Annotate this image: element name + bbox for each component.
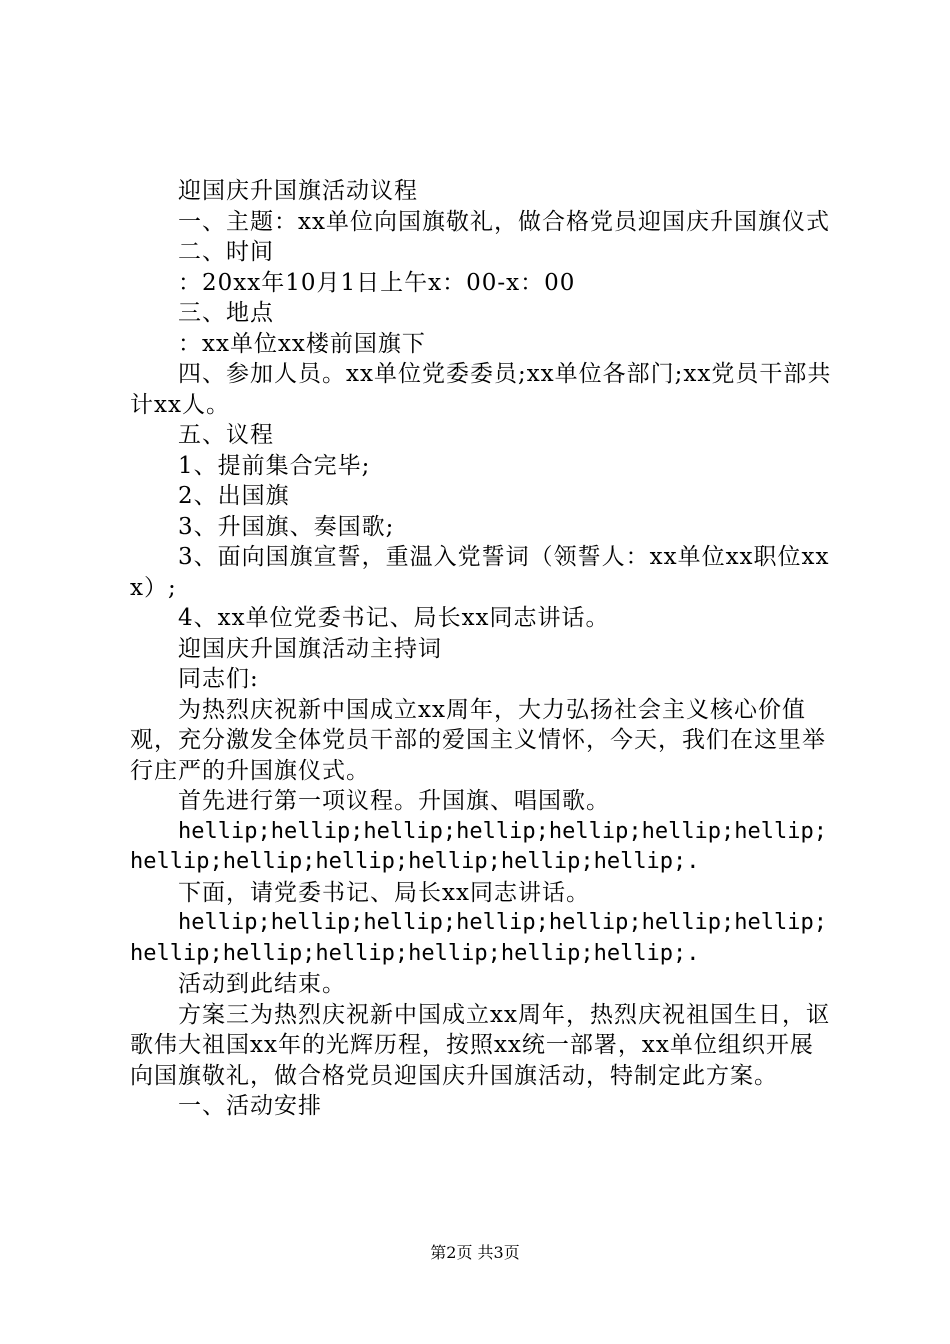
opening-paragraph: 为热烈庆祝新中国成立xx周年，大力弘扬社会主义核心价值观，充分激发全体党员干部的爱国主义情怀，今天，我们在这里举行庄严的升国旗仪式。 [130, 696, 826, 784]
time-heading: 二、时间 [178, 239, 274, 265]
activity-arrangement-heading: 一、活动安排 [178, 1093, 322, 1119]
agenda-item-4: 4、xx单位党委书记、局长xx同志讲话。 [178, 605, 610, 631]
location-value: ：xx单位xx楼前国旗下 [178, 330, 426, 357]
speech-invite: 下面，请党委书记、局长xx同志讲话。 [178, 879, 590, 906]
agenda-item-3b: 3、面向国旗宣誓，重温入党誓词（领誓人：xx单位xx职位xxx）; [130, 544, 830, 601]
closing-line: 活动到此结束。 [178, 971, 346, 997]
time-value: ：20xx年10月1日上午x：00-x：00 [178, 269, 576, 296]
agenda-item-1: 1、提前集合完毕; [178, 452, 371, 479]
host-script-title: 迎国庆升国旗活动主持词 [178, 635, 442, 662]
location-heading: 三、地点 [178, 300, 274, 326]
agenda-title: 迎国庆升国旗活动议程 [178, 178, 418, 204]
participants-line: 四、参加人员。xx单位党委委员;xx单位各部门;xx党员干部共计xx人。 [130, 361, 832, 418]
first-agenda-item: 首先进行第一项议程。升国旗、唱国歌。 [178, 788, 610, 814]
theme-line: 一、主题：xx单位向国旗敬礼，做合格党员迎国庆升国旗仪式 [178, 208, 830, 235]
ellipsis-line-2: hellip;hellip;hellip;hellip;hellip;hellip;hellip;hellip;hellip;hellip;hellip;hellip;hellip;. [130, 910, 828, 966]
document-body [130, 176, 832, 1122]
agenda-item-3: 3、升国旗、奏国歌; [178, 513, 395, 540]
plan-three-paragraph: 方案三为热烈庆祝新中国成立xx周年，热烈庆祝祖国生日，讴歌伟大祖国xx年的光辉历程，按照xx统一部署，xx单位组织开展向国旗敬礼，做合格党员迎国庆升国旗活动，特制定此方案。 [130, 1001, 830, 1089]
page-number-footer: 第2页 共3页 [430, 1243, 520, 1262]
agenda-item-2: 2、出国旗 [178, 483, 290, 509]
greeting: 同志们: [178, 666, 259, 692]
agenda-heading: 五、议程 [178, 422, 274, 448]
ellipsis-line-1: hellip;hellip;hellip;hellip;hellip;hellip;hellip;hellip;hellip;hellip;hellip;hellip;hellip;. [130, 818, 828, 874]
